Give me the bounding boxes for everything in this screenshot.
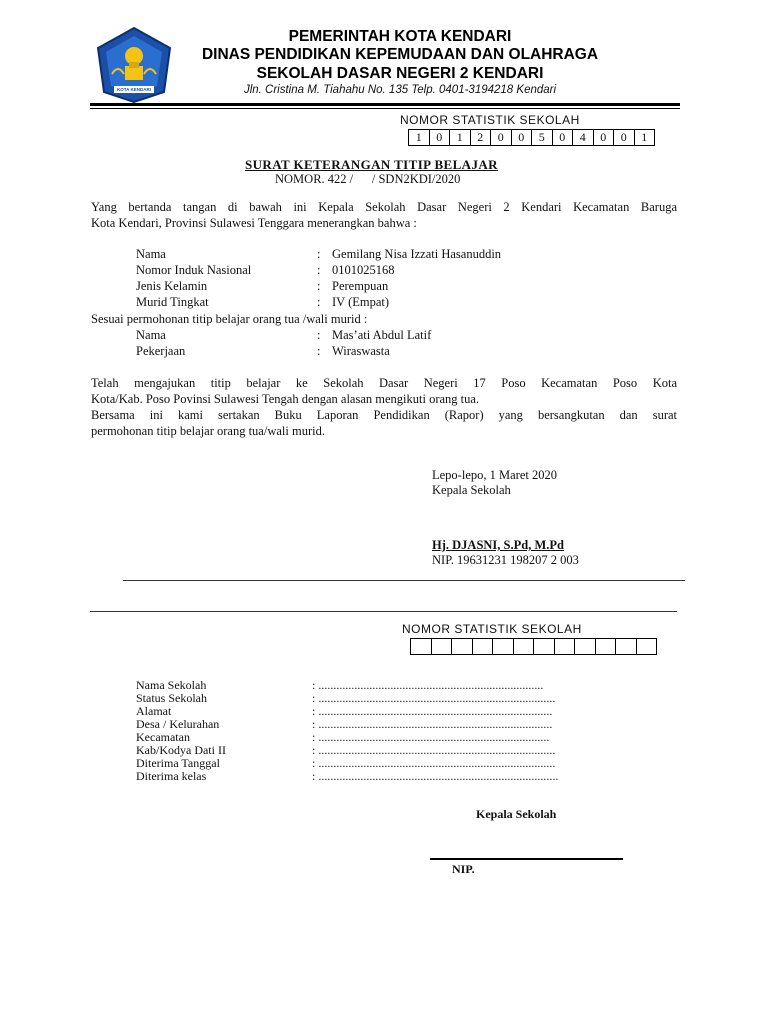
parent-intro: Sesuai permohonan titip belajar orang tua /wali murid : [91, 312, 368, 326]
receipt-field-value: : ............................................................................... [312, 743, 556, 757]
student-field-value: Gemilang Nisa Izzati Hasanuddin [332, 247, 502, 261]
npsn-empty-box [410, 638, 431, 655]
student-field-colon: : [317, 247, 321, 261]
student-field-colon: : [317, 295, 321, 309]
npsn-digit-box: 0 [613, 129, 634, 146]
letterhead-line-2: DINAS PENDIDIKAN KEPEMUDAAN DAN OLAHRAGA [201, 46, 599, 63]
paragraph-1-line-2: Kota/Kab. Poso Povinsi Sulawesi Tengah dengan alasan mengikuti orang tua. [91, 392, 480, 406]
signer-nip: NIP. 19631231 198207 2 003 [432, 553, 579, 567]
student-field-label: Nama [136, 247, 166, 261]
receipt-signer-position: Kepala Sekolah [476, 807, 557, 821]
receipt-field-label: Alamat [136, 704, 172, 718]
receipt-field-label: Desa / Kelurahan [136, 717, 220, 731]
npsn-empty-box [615, 638, 636, 655]
npsn-digit-box: 2 [470, 129, 491, 146]
receipt-field-label: Diterima Tanggal [136, 756, 220, 770]
npsn-label-top: NOMOR STATISTIK SEKOLAH [400, 113, 580, 127]
npsn-digit-box: 1 [408, 129, 429, 146]
letter-title: SURAT KETERANGAN TITIP BELAJAR [245, 157, 498, 172]
paragraph-2-line-1: Bersama ini kami sertakan Buku Laporan Pendidikan (Rapor) yang bersangkutan dan surat [91, 408, 677, 422]
receipt-field-value: : ................................................................................ [312, 769, 559, 783]
parent-field-label: Pekerjaan [136, 344, 186, 358]
npsn-digit-box: 0 [511, 129, 532, 146]
npsn-label-bottom: NOMOR STATISTIK SEKOLAH [402, 622, 582, 636]
receipt-field-label: Status Sekolah [136, 691, 207, 705]
npsn-empty-box [636, 638, 658, 655]
receipt-field-value: : ........................................................................... [312, 678, 544, 692]
student-field-label: Nomor Induk Nasional [136, 263, 252, 277]
cut-line-1 [123, 580, 685, 581]
student-field-label: Murid Tingkat [136, 295, 209, 309]
intro-line-1: Yang bertanda tangan di bawah ini Kepala Sekolah Dasar Negeri 2 Kendari Kecamatan Baruga [91, 200, 677, 214]
npsn-boxes-bottom [410, 638, 657, 655]
receipt-field-value: : .............................................................................. [312, 717, 553, 731]
student-field-value: Perempuan [332, 279, 389, 293]
npsn-digit-box: 0 [552, 129, 573, 146]
receipt-field-label: Nama Sekolah [136, 678, 207, 692]
receipt-field-label: Kab/Kodya Dati II [136, 743, 226, 757]
npsn-empty-box [595, 638, 616, 655]
npsn-empty-box [533, 638, 554, 655]
student-field-colon: : [317, 263, 321, 277]
parent-field-value: Wiraswasta [332, 344, 390, 358]
logo-caption: KOTA KENDARI [117, 87, 151, 92]
letterhead-rule-thin [90, 108, 680, 109]
npsn-digit-box: 1 [449, 129, 470, 146]
letterhead-rule [90, 103, 680, 106]
student-field-value: 0101025168 [332, 263, 395, 277]
npsn-empty-box [451, 638, 472, 655]
npsn-digit-box: 4 [572, 129, 593, 146]
parent-field-value: Mas’ati Abdul Latif [332, 328, 432, 342]
school-logo [94, 26, 174, 104]
parent-field-colon: : [317, 328, 321, 342]
npsn-empty-box [574, 638, 595, 655]
receipt-field-value: : ............................................................................... [312, 691, 556, 705]
student-field-label: Jenis Kelamin [136, 279, 208, 293]
paragraph-1-line-1: Telah mengajukan titip belajar ke Sekolah Dasar Negeri 17 Poso Kecamatan Poso Kota [91, 376, 677, 390]
receipt-field-value: : ............................................................................... [312, 756, 556, 770]
student-field-colon: : [317, 279, 321, 293]
intro-line-2: Kota Kendari, Provinsi Sulawesi Tenggara menerangkan bahwa : [91, 216, 417, 230]
receipt-field-value: : ............................................................................. [312, 730, 550, 744]
cut-line-2 [90, 611, 677, 612]
letterhead-line-3: SEKOLAH DASAR NEGERI 2 KENDARI [256, 65, 544, 82]
letterhead-address: Jln. Cristina M. Tiahahu No. 135 Telp. 0401-3194218 Kendari [243, 84, 557, 96]
npsn-empty-box [513, 638, 534, 655]
signer-position: Kepala Sekolah [432, 483, 511, 497]
npsn-digit-box: 1 [634, 129, 656, 146]
paragraph-2-line-2: permohonan titip belajar orang tua/wali murid. [91, 424, 325, 438]
npsn-empty-box [554, 638, 575, 655]
npsn-digit-box: 0 [593, 129, 614, 146]
student-field-value: IV (Empat) [332, 295, 390, 309]
npsn-digit-box: 0 [490, 129, 511, 146]
npsn-empty-box [472, 638, 493, 655]
receipt-field-label: Kecamatan [136, 730, 190, 744]
place-date: Lepo-lepo, 1 Maret 2020 [432, 468, 557, 482]
letterhead-line-1: PEMERINTAH KOTA KENDARI [288, 28, 512, 45]
parent-field-colon: : [317, 344, 321, 358]
receipt-field-label: Diterima kelas [136, 769, 207, 783]
receipt-field-value: : .............................................................................. [312, 704, 553, 718]
npsn-boxes-top [408, 129, 655, 146]
letter-number: NOMOR. 422 / / SDN2KDI/2020 [275, 172, 461, 186]
receipt-nip-label: NIP. [452, 862, 475, 876]
npsn-empty-box [431, 638, 452, 655]
npsn-digit-box: 5 [531, 129, 552, 146]
signer-name: Hj. DJASNI, S.Pd, M.Pd [432, 538, 564, 552]
npsn-empty-box [492, 638, 513, 655]
npsn-digit-box: 0 [429, 129, 450, 146]
signature-line [430, 858, 623, 860]
parent-field-label: Nama [136, 328, 166, 342]
